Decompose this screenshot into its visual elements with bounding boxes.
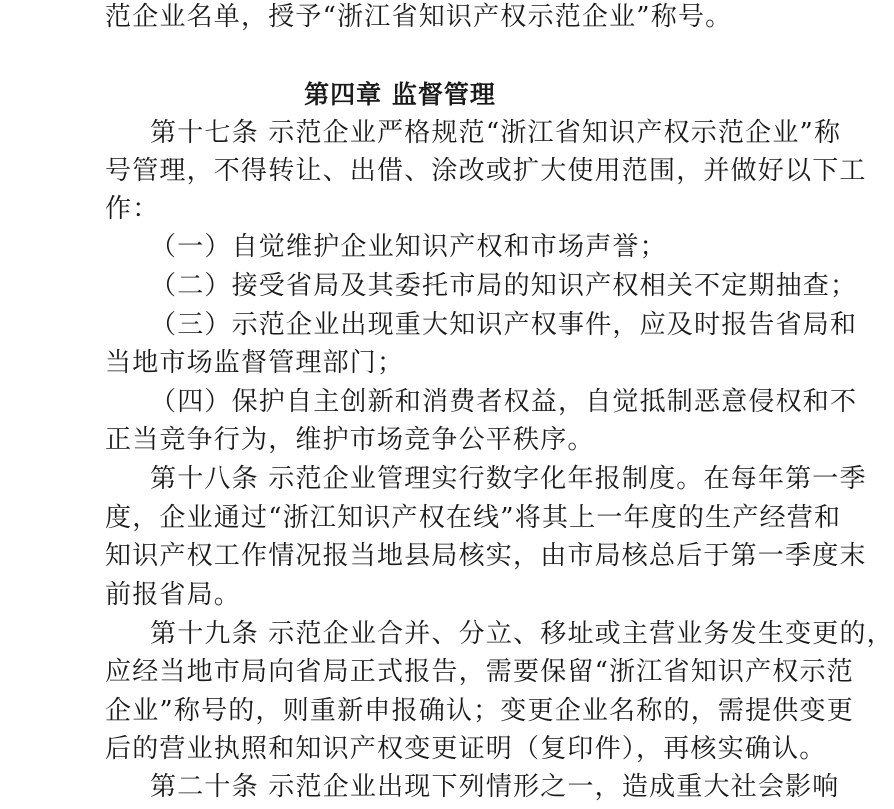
list-item-4-line-1: （四）保护自主创新和消费者权益，自觉抵制恶意侵权和不 (150, 387, 858, 417)
chapter-title: 第四章 监督管理 (304, 80, 496, 109)
list-item-3-line-1: （三）示范企业出现重大知识产权事件，应及时报告省局和 (150, 310, 858, 340)
article-19-line-4: 后的营业执照和知识产权变更证明（复印件），再核实确认。 (105, 734, 827, 764)
list-item-1-line-1: （一）自觉维护企业知识产权和市场声誉； (150, 232, 667, 262)
article-17-line-1: 第十七条 示范企业严格规范“浙江省知识产权示范企业”称 (150, 118, 842, 148)
list-item-2-line-1: （二）接受省局及其委托市局的知识产权相关不定期抽查； (150, 271, 858, 301)
list-item-4-line-2: 正当竞争行为，维护市场竞争公平秩序。 (105, 425, 595, 455)
article-17-line-3: 作： (105, 194, 160, 224)
article-18-line-1: 第十八条 示范企业管理实行数字化年报制度。在每年第一季 (150, 464, 867, 494)
article-20-line-1: 第二十条 示范企业出现下列情形之一，造成重大社会影响 (150, 772, 840, 802)
article-19-line-1: 第十九条 示范企业合并、分立、移址或主营业务发生变更的， (150, 619, 894, 649)
list-item-3-line-2: 当地市场监督管理部门； (105, 348, 405, 378)
article-18-line-4: 前报省局。 (105, 580, 242, 610)
article-19-line-2: 应经当地市局向省局正式报告，需要保留“浙江省知识产权示范 (105, 657, 854, 687)
article-19-line-3: 企业”称号的，则重新申报确认；变更企业名称的，需提供变更 (105, 696, 854, 726)
article-18-line-2: 度，企业通过“浙江知识产权在线”将其上一年度的生产经营和 (105, 503, 842, 533)
article-17-line-2: 号管理，不得转让、出借、涂改或扩大使用范围，并做好以下工 (105, 156, 867, 186)
intro-tail-line: 范企业名单，授予“浙江省知识产权示范企业”称号。 (105, 2, 733, 32)
article-18-line-3: 知识产权工作情况报当地县局核实，由市局核总后于第一季度末 (105, 541, 867, 571)
